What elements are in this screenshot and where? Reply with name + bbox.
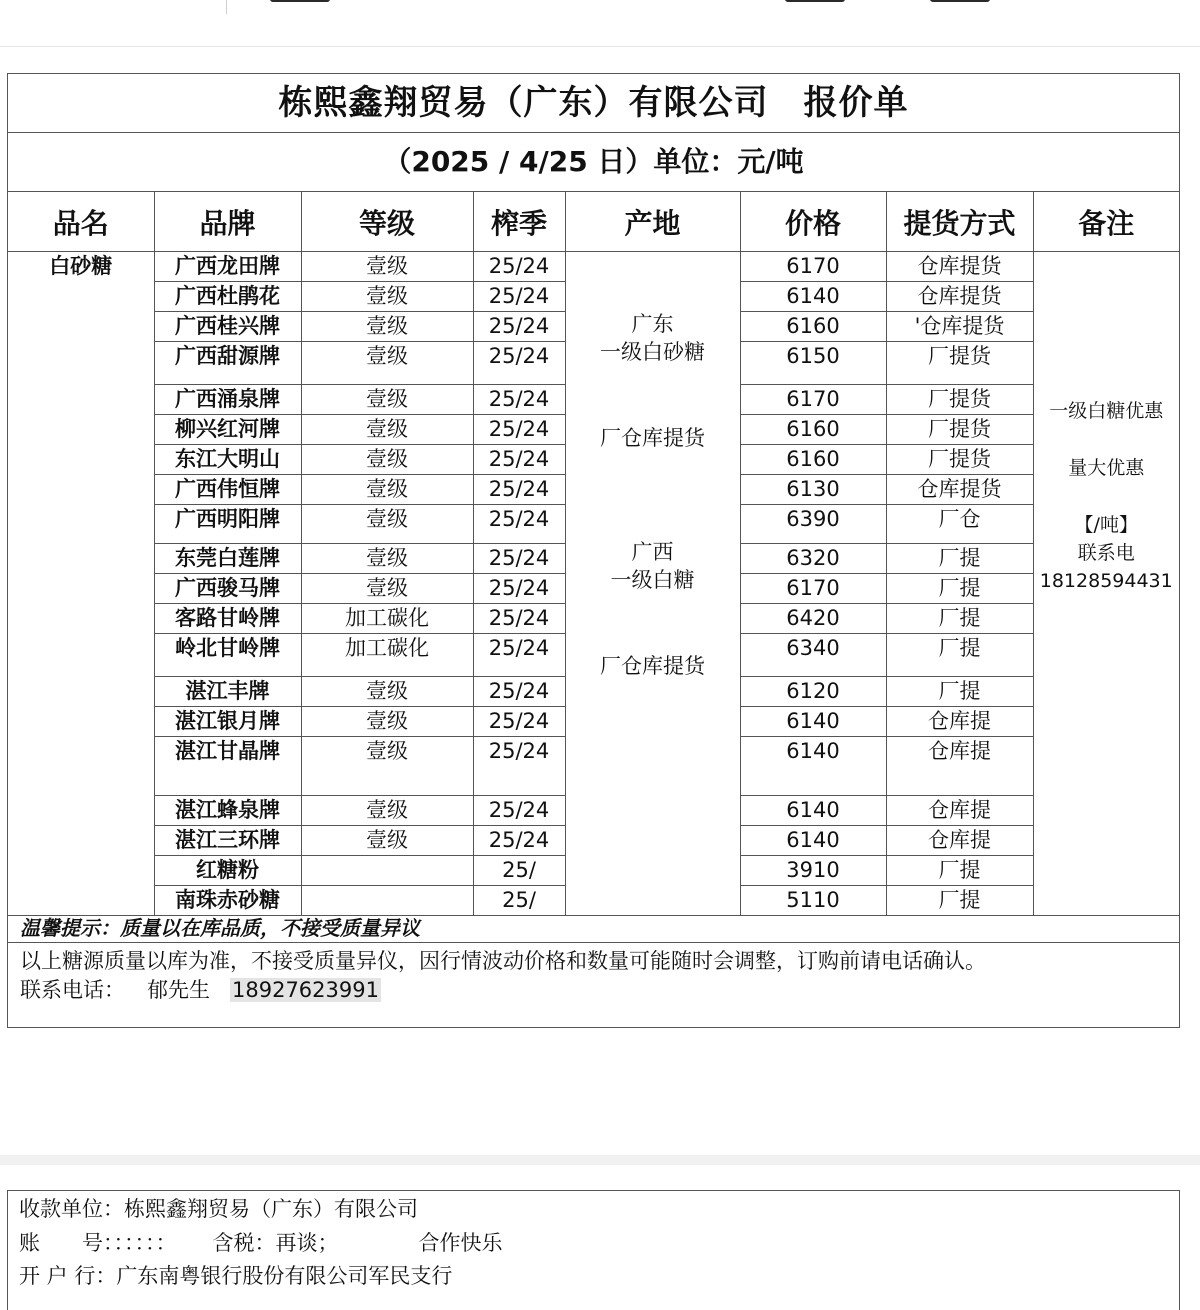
season-cell: 25/24 — [473, 342, 565, 385]
season-cell: 25/24 — [473, 505, 565, 544]
pickup-cell: 仓库提 — [886, 826, 1033, 856]
grade-cell: 壹级 — [301, 445, 473, 475]
quality-note: 以上糖源质量以库为准，不接受质量异仪，因行情波动价格和数量可能随时会调整，订购前请电话确认。 — [20, 949, 986, 973]
pickup-cell: 厂提 — [886, 634, 1033, 677]
grade-cell: 壹级 — [301, 385, 473, 415]
season-cell: 25/24 — [473, 737, 565, 796]
grade-cell: 加工碳化 — [301, 604, 473, 634]
header-grade: 等级 — [301, 192, 473, 252]
brand-cell: 湛江银月牌 — [154, 707, 301, 737]
grade-cell: 壹级 — [301, 544, 473, 574]
season-cell: 25/ — [473, 886, 565, 916]
contact-name: 郁先生 — [147, 978, 210, 1002]
pickup-cell: 厂提 — [886, 856, 1033, 886]
contact-label: 联系电话： — [20, 978, 125, 1002]
brand-cell: 湛江三环牌 — [154, 826, 301, 856]
grade-cell: 壹级 — [301, 342, 473, 385]
viewer-top-bar — [0, 0, 1200, 47]
pickup-cell: 厂提货 — [886, 385, 1033, 415]
brand-cell: 东莞白莲牌 — [154, 544, 301, 574]
price-cell: 6150 — [740, 342, 886, 385]
season-cell: 25/24 — [473, 282, 565, 312]
grade-cell: 壹级 — [301, 252, 473, 282]
header-origin: 产地 — [565, 192, 740, 252]
price-cell: 3910 — [740, 856, 886, 886]
remark-cell — [1033, 252, 1179, 916]
pickup-cell: 仓库提 — [886, 796, 1033, 826]
price-cell: 6170 — [740, 385, 886, 415]
account-label: 账 号：：：：：： — [19, 1231, 177, 1255]
price-cell: 6140 — [740, 826, 886, 856]
pickup-cell: 厂提 — [886, 886, 1033, 916]
season-cell: 25/24 — [473, 415, 565, 445]
price-cell: 6320 — [740, 544, 886, 574]
brand-cell: 东江大明山 — [154, 445, 301, 475]
header-remark: 备注 — [1033, 192, 1179, 252]
season-cell: 25/24 — [473, 826, 565, 856]
season-cell: 25/24 — [473, 312, 565, 342]
origin-gx-pickup: 厂仓库提货 — [600, 654, 705, 678]
toolbar-button-middle[interactable] — [785, 0, 845, 2]
tax-note: 含税：再谈； — [212, 1231, 339, 1255]
price-cell: 6340 — [740, 634, 886, 677]
brand-cell: 广西龙田牌 — [154, 252, 301, 282]
origin-cell — [565, 252, 740, 916]
season-cell: 25/ — [473, 856, 565, 886]
toolbar-button-left[interactable] — [270, 0, 330, 2]
origin-gd-product: 一级白砂糖 — [600, 340, 705, 364]
cooperation-note: 合作快乐 — [418, 1231, 503, 1255]
account-line — [19, 1228, 503, 1258]
price-cell: 5110 — [740, 886, 886, 916]
pickup-cell: '仓库提货 — [886, 312, 1033, 342]
pickup-cell: 仓库提 — [886, 737, 1033, 796]
price-table — [8, 192, 1179, 916]
price-cell: 6160 — [740, 445, 886, 475]
grade-cell: 壹级 — [301, 707, 473, 737]
header-season: 榨季 — [473, 192, 565, 252]
pickup-cell: 厂提货 — [886, 342, 1033, 385]
header-product: 品名 — [8, 192, 154, 252]
grade-cell: 壹级 — [301, 415, 473, 445]
header-price: 价格 — [740, 192, 886, 252]
pickup-cell: 厂提货 — [886, 445, 1033, 475]
remark-contact-label: 联系电 — [1077, 542, 1135, 564]
remark-bulk: 量大优惠 — [1068, 457, 1145, 479]
brand-cell: 岭北甘岭牌 — [154, 634, 301, 677]
header-pickup: 提货方式 — [886, 192, 1033, 252]
grade-cell — [301, 856, 473, 886]
origin-gd-region: 广东 — [631, 312, 674, 336]
header-row — [8, 192, 1179, 252]
season-cell: 25/24 — [473, 385, 565, 415]
brand-cell: 湛江甘晶牌 — [154, 737, 301, 796]
date-unit-line: （2025 / 4/25 日）单位：元/吨 — [8, 133, 1179, 192]
bank-name-line: 开 户 行：广东南粤银行股份有限公司军民支行 — [19, 1264, 453, 1288]
quotation-sheet — [7, 73, 1180, 1028]
season-cell: 25/24 — [473, 677, 565, 707]
brand-cell: 广西明阳牌 — [154, 505, 301, 544]
pickup-cell: 厂提 — [886, 604, 1033, 634]
header-brand: 品牌 — [154, 192, 301, 252]
grade-cell: 壹级 — [301, 574, 473, 604]
toolbar-divider — [226, 0, 227, 14]
price-cell: 6140 — [740, 707, 886, 737]
payee-line: 收款单位：栋熙鑫翔贸易（广东）有限公司 — [19, 1197, 418, 1221]
season-cell: 25/24 — [473, 252, 565, 282]
brand-cell: 广西杜鹃花 — [154, 282, 301, 312]
grade-cell: 壹级 — [301, 737, 473, 796]
pickup-cell: 仓库提货 — [886, 475, 1033, 505]
toolbar-button-right[interactable] — [930, 0, 990, 2]
pickup-cell: 厂仓 — [886, 505, 1033, 544]
season-cell: 25/24 — [473, 604, 565, 634]
remark-unit: 【/吨】 — [1074, 514, 1138, 536]
season-cell: 25/24 — [473, 544, 565, 574]
warm-tip: 温馨提示：质量以在库品质，不接受质量异议 — [8, 915, 1179, 943]
origin-gx-region: 广西 — [631, 540, 674, 564]
pickup-cell: 厂提 — [886, 544, 1033, 574]
brand-cell: 广西甜源牌 — [154, 342, 301, 385]
grade-cell: 壹级 — [301, 312, 473, 342]
brand-cell: 湛江蜂泉牌 — [154, 796, 301, 826]
grade-cell: 壹级 — [301, 282, 473, 312]
origin-gd-pickup: 厂仓库提货 — [600, 426, 705, 450]
season-cell: 25/24 — [473, 796, 565, 826]
price-cell: 6160 — [740, 312, 886, 342]
brand-cell: 广西桂兴牌 — [154, 312, 301, 342]
season-cell: 25/24 — [473, 634, 565, 677]
grade-cell — [301, 886, 473, 916]
pickup-cell: 厂提 — [886, 677, 1033, 707]
grade-cell: 壹级 — [301, 826, 473, 856]
brand-cell: 广西骏马牌 — [154, 574, 301, 604]
price-cell: 6420 — [740, 604, 886, 634]
brand-cell: 广西伟恒牌 — [154, 475, 301, 505]
brand-cell: 红糖粉 — [154, 856, 301, 886]
pickup-cell: 仓库提货 — [886, 282, 1033, 312]
price-cell: 6160 — [740, 415, 886, 445]
grade-cell: 壹级 — [301, 475, 473, 505]
page-title: 栋熙鑫翔贸易（广东）有限公司 报价单 — [8, 74, 1179, 133]
origin-gx-product: 一级白糖 — [610, 568, 695, 592]
season-cell: 25/24 — [473, 707, 565, 737]
brand-cell: 湛江丰牌 — [154, 677, 301, 707]
price-cell: 6130 — [740, 475, 886, 505]
bank-info — [7, 1190, 1180, 1310]
season-cell: 25/24 — [473, 445, 565, 475]
pickup-cell: 厂提货 — [886, 415, 1033, 445]
price-cell: 6390 — [740, 505, 886, 544]
price-cell: 6170 — [740, 574, 886, 604]
contact-line — [20, 975, 381, 1005]
price-cell: 6120 — [740, 677, 886, 707]
season-cell: 25/24 — [473, 475, 565, 505]
brand-cell: 广西涌泉牌 — [154, 385, 301, 415]
season-cell: 25/24 — [473, 574, 565, 604]
brand-cell: 客路甘岭牌 — [154, 604, 301, 634]
price-cell: 6140 — [740, 737, 886, 796]
grade-cell: 壹级 — [301, 505, 473, 544]
section-separator — [0, 1155, 1200, 1165]
price-cell: 6170 — [740, 252, 886, 282]
grade-cell: 加工碳化 — [301, 634, 473, 677]
remark-phone: 18128594431 — [1039, 570, 1173, 592]
product-name-cell: 白砂糖 — [8, 252, 154, 916]
pickup-cell: 厂提 — [886, 574, 1033, 604]
contact-phone[interactable]: 18927623991 — [232, 978, 379, 1002]
grade-cell: 壹级 — [301, 677, 473, 707]
brand-cell: 南珠赤砂糖 — [154, 886, 301, 916]
table-row — [8, 252, 1179, 282]
price-cell: 6140 — [740, 796, 886, 826]
price-cell: 6140 — [740, 282, 886, 312]
pickup-cell: 仓库提 — [886, 707, 1033, 737]
remark-discount: 一级白糖优惠 — [1049, 400, 1164, 422]
brand-cell: 柳兴红河牌 — [154, 415, 301, 445]
pickup-cell: 仓库提货 — [886, 252, 1033, 282]
grade-cell: 壹级 — [301, 796, 473, 826]
